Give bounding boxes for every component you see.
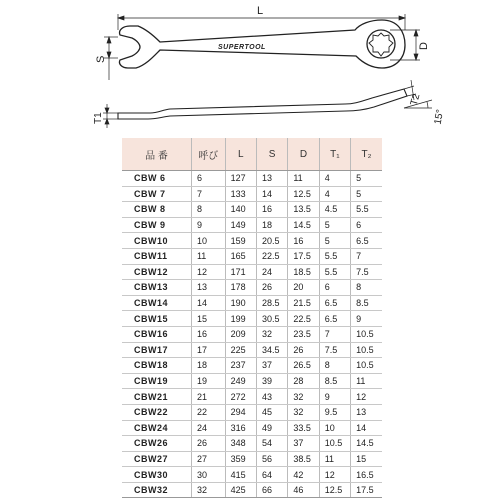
wrench-dimension-diagram (0, 0, 500, 130)
cell-S: 39 (256, 373, 287, 389)
cell-T1: 7 (319, 326, 350, 342)
cell-L: 225 (225, 342, 256, 358)
cell-D: 23.5 (288, 326, 319, 342)
cell-S: 32 (256, 326, 287, 342)
cell-T2: 11 (351, 373, 382, 389)
cell-size: 19 (191, 373, 225, 389)
table-row (122, 233, 382, 249)
cell-model: CBW26 (122, 436, 191, 452)
table-row (122, 482, 382, 498)
cell-model: CBW14 (122, 295, 191, 311)
cell-D: 18.5 (288, 264, 319, 280)
cell-size: 24 (191, 420, 225, 436)
cell-T1: 5 (319, 217, 350, 233)
cell-size: 16 (191, 326, 225, 342)
cell-model: CBW17 (122, 342, 191, 358)
cell-T1: 12.5 (319, 482, 350, 498)
cell-D: 22.5 (288, 311, 319, 327)
cell-T1: 8 (319, 358, 350, 374)
cell-T2: 10.5 (351, 358, 382, 374)
cell-D: 32 (288, 404, 319, 420)
dim-T1-label: T1 (93, 112, 104, 124)
cell-T1: 4.5 (319, 202, 350, 218)
cell-S: 64 (256, 467, 287, 483)
cell-D: 17.5 (288, 248, 319, 264)
cell-D: 26 (288, 342, 319, 358)
cell-model: CBW32 (122, 482, 191, 498)
table-row (122, 264, 382, 280)
cell-T2: 15 (351, 451, 382, 467)
cell-size: 22 (191, 404, 225, 420)
cell-S: 49 (256, 420, 287, 436)
cell-model: CBW27 (122, 451, 191, 467)
cell-L: 316 (225, 420, 256, 436)
cell-T1: 9 (319, 389, 350, 405)
cell-T1: 11 (319, 451, 350, 467)
cell-L: 159 (225, 233, 256, 249)
cell-L: 209 (225, 326, 256, 342)
cell-L: 127 (225, 171, 256, 187)
cell-L: 140 (225, 202, 256, 218)
table-row (122, 436, 382, 452)
cell-D: 26.5 (288, 358, 319, 374)
cell-S: 18 (256, 217, 287, 233)
cell-T1: 6 (319, 280, 350, 296)
cell-L: 165 (225, 248, 256, 264)
cell-size: 13 (191, 280, 225, 296)
cell-S: 24 (256, 264, 287, 280)
cell-model: CBW12 (122, 264, 191, 280)
cell-T1: 4 (319, 186, 350, 202)
cell-T1: 5 (319, 233, 350, 249)
cell-model: CBW15 (122, 311, 191, 327)
cell-T1: 5.5 (319, 264, 350, 280)
cell-T2: 10.5 (351, 326, 382, 342)
cell-T1: 5.5 (319, 248, 350, 264)
header-T1: T₁ (319, 138, 350, 171)
cell-L: 178 (225, 280, 256, 296)
cell-L: 359 (225, 451, 256, 467)
dim-D-label: D (418, 42, 430, 50)
cell-T1: 9.5 (319, 404, 350, 420)
cell-T1: 7.5 (319, 342, 350, 358)
wrench-side-view (118, 89, 407, 119)
dim-L-label: L (257, 5, 264, 17)
cell-D: 46 (288, 482, 319, 498)
dim-T1-line (103, 104, 118, 128)
header-size: 呼び (191, 138, 225, 171)
cell-S: 16 (256, 202, 287, 218)
cell-D: 28 (288, 373, 319, 389)
cell-S: 45 (256, 404, 287, 420)
cell-model: CBW19 (122, 373, 191, 389)
cell-size: 6 (191, 171, 225, 187)
table-row (122, 342, 382, 358)
cell-D: 38.5 (288, 451, 319, 467)
cell-size: 7 (191, 186, 225, 202)
cell-S: 56 (256, 451, 287, 467)
cell-size: 26 (191, 436, 225, 452)
cell-D: 13.5 (288, 202, 319, 218)
cell-T1: 6.5 (319, 311, 350, 327)
table-row (122, 373, 382, 389)
cell-model: CBW 9 (122, 217, 191, 233)
table-body (122, 171, 382, 498)
cell-T2: 16.5 (351, 467, 382, 483)
table-row (122, 467, 382, 483)
cell-D: 14.5 (288, 217, 319, 233)
cell-L: 149 (225, 217, 256, 233)
cell-S: 13 (256, 171, 287, 187)
table-row (122, 202, 382, 218)
cell-T2: 17.5 (351, 482, 382, 498)
cell-size: 14 (191, 295, 225, 311)
cell-size: 27 (191, 451, 225, 467)
table-row (122, 248, 382, 264)
header-T2: T₂ (351, 138, 382, 171)
cell-S: 34.5 (256, 342, 287, 358)
cell-L: 133 (225, 186, 256, 202)
dim-T2-label: T2 (408, 92, 423, 107)
cell-model: CBW10 (122, 233, 191, 249)
table-row (122, 326, 382, 342)
cell-D: 37 (288, 436, 319, 452)
cell-size: 8 (191, 202, 225, 218)
cell-T2: 6 (351, 217, 382, 233)
header-D: D (288, 138, 319, 171)
cell-D: 20 (288, 280, 319, 296)
table-row (122, 171, 382, 187)
cell-model: CBW30 (122, 467, 191, 483)
table-row (122, 358, 382, 374)
cell-D: 33.5 (288, 420, 319, 436)
table-header-row (122, 138, 382, 171)
cell-T2: 13 (351, 404, 382, 420)
cell-T2: 7 (351, 248, 382, 264)
table-row (122, 280, 382, 296)
cell-D: 16 (288, 233, 319, 249)
cell-S: 30.5 (256, 311, 287, 327)
cell-T2: 6.5 (351, 233, 382, 249)
cell-size: 9 (191, 217, 225, 233)
cell-size: 15 (191, 311, 225, 327)
cell-T2: 10.5 (351, 342, 382, 358)
cell-L: 425 (225, 482, 256, 498)
cell-D: 42 (288, 467, 319, 483)
angle-label: 15° (432, 108, 447, 126)
table-row (122, 420, 382, 436)
cell-T1: 10.5 (319, 436, 350, 452)
cell-L: 272 (225, 389, 256, 405)
cell-model: CBW22 (122, 404, 191, 420)
cell-T2: 14.5 (351, 436, 382, 452)
cell-model: CBW 6 (122, 171, 191, 187)
cell-T2: 8 (351, 280, 382, 296)
header-model: 品 番 (122, 138, 191, 171)
cell-model: CBW16 (122, 326, 191, 342)
cell-model: CBW 8 (122, 202, 191, 218)
cell-S: 28.5 (256, 295, 287, 311)
cell-S: 66 (256, 482, 287, 498)
cell-S: 54 (256, 436, 287, 452)
cell-L: 294 (225, 404, 256, 420)
cell-T1: 6.5 (319, 295, 350, 311)
spec-table-container (122, 138, 382, 498)
table-row (122, 404, 382, 420)
cell-size: 21 (191, 389, 225, 405)
cell-D: 21.5 (288, 295, 319, 311)
table-row (122, 295, 382, 311)
cell-L: 199 (225, 311, 256, 327)
cell-size: 11 (191, 248, 225, 264)
logo-text: SUPERTOOL (218, 44, 266, 51)
cell-L: 190 (225, 295, 256, 311)
cell-model: CBW21 (122, 389, 191, 405)
cell-L: 415 (225, 467, 256, 483)
cell-model: CBW13 (122, 280, 191, 296)
cell-L: 171 (225, 264, 256, 280)
cell-T2: 14 (351, 420, 382, 436)
cell-S: 37 (256, 358, 287, 374)
cell-T2: 5 (351, 186, 382, 202)
cell-model: CBW 7 (122, 186, 191, 202)
cell-size: 10 (191, 233, 225, 249)
cell-D: 11 (288, 171, 319, 187)
header-S: S (256, 138, 287, 171)
cell-T2: 5.5 (351, 202, 382, 218)
table-row (122, 389, 382, 405)
cell-T1: 8.5 (319, 373, 350, 389)
cell-D: 12.5 (288, 186, 319, 202)
cell-S: 26 (256, 280, 287, 296)
spec-table (122, 138, 382, 498)
cell-D: 32 (288, 389, 319, 405)
cell-model: CBW24 (122, 420, 191, 436)
cell-size: 17 (191, 342, 225, 358)
header-L: L (225, 138, 256, 171)
cell-T2: 9 (351, 311, 382, 327)
table-row (122, 217, 382, 233)
cell-T2: 12 (351, 389, 382, 405)
table-row (122, 186, 382, 202)
cell-size: 32 (191, 482, 225, 498)
cell-T1: 10 (319, 420, 350, 436)
cell-L: 249 (225, 373, 256, 389)
cell-T2: 7.5 (351, 264, 382, 280)
cell-S: 20.5 (256, 233, 287, 249)
cell-size: 12 (191, 264, 225, 280)
cell-T2: 5 (351, 171, 382, 187)
cell-size: 18 (191, 358, 225, 374)
cell-model: CBW18 (122, 358, 191, 374)
cell-S: 22.5 (256, 248, 287, 264)
cell-S: 14 (256, 186, 287, 202)
cell-L: 237 (225, 358, 256, 374)
cell-T1: 4 (319, 171, 350, 187)
dim-S-label: S (95, 55, 107, 63)
cell-model: CBW11 (122, 248, 191, 264)
cell-T1: 12 (319, 467, 350, 483)
table-row (122, 451, 382, 467)
cell-size: 30 (191, 467, 225, 483)
cell-L: 348 (225, 436, 256, 452)
cell-T2: 8.5 (351, 295, 382, 311)
table-row (122, 311, 382, 327)
cell-S: 43 (256, 389, 287, 405)
